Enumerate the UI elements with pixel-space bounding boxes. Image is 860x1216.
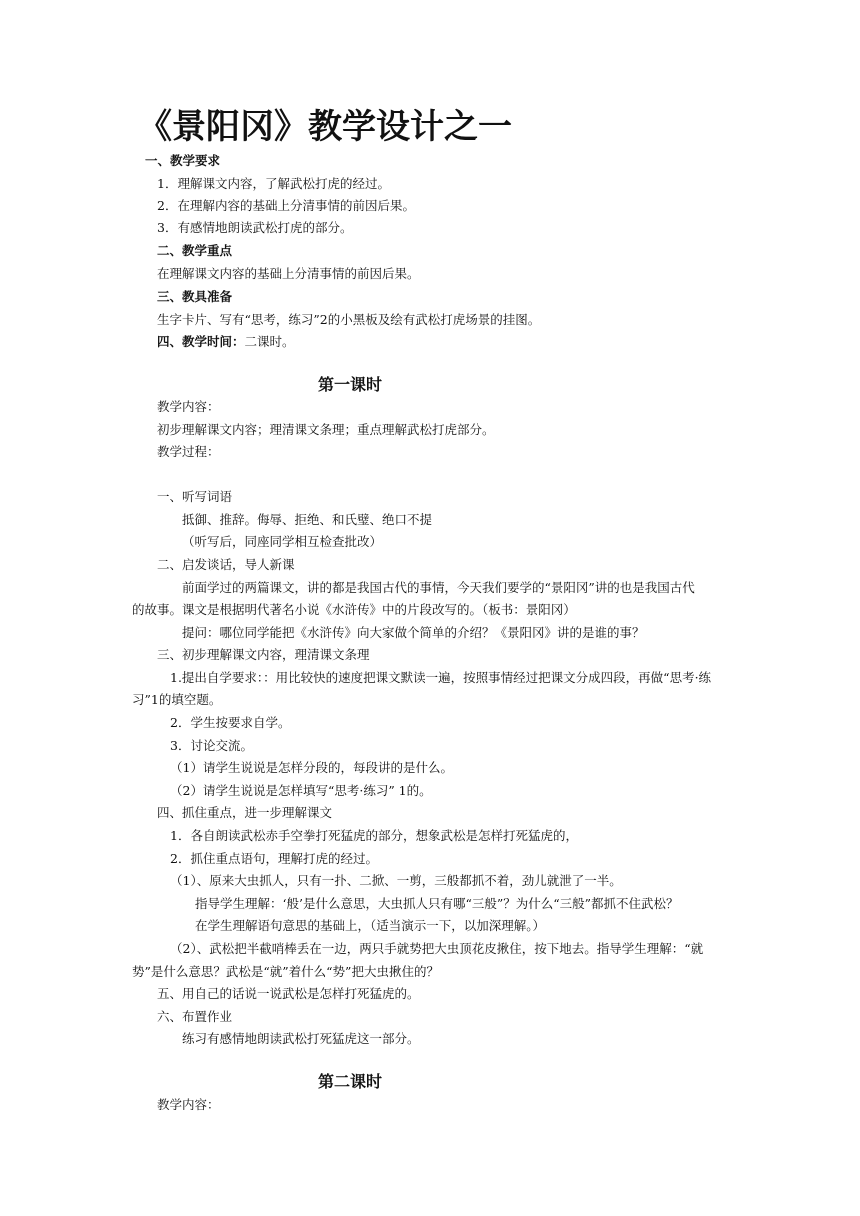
step-text: （2）请学生说说是怎样填写“思考·练习” 1的。 [170,783,432,798]
step-text: （听写后，同座同学相互检查批改） [182,534,383,549]
step-text: （1）、原来大虫抓人，只有一扑、二掀、一剪，三般都抓不着，劲儿就泄了一半。 [170,873,622,888]
step-text: 2．抓住重点语句，理解打虎的经过。 [170,851,378,866]
section-heading-tools: 三、教具准备 [157,289,233,304]
step-heading: 三、初步理解课文内容，理清课文条理 [157,647,370,662]
document-title: 《景阳冈》教学设计之一 [138,107,512,147]
requirement-item: 3．有感情地朗读武松打虎的部分。 [157,220,353,235]
lesson1-heading: 第一课时 [318,375,383,394]
step-heading: 一、听写词语 [157,489,233,504]
step-text: 3．讨论交流。 [170,738,253,753]
lesson1-content: 初步理解课文内容；理清课文条理；重点理解武松打虎部分。 [157,422,495,437]
step-text: 习”1的填空题。 [132,692,222,707]
step-heading: 五、用自己的话说一说武松是怎样打死猛虎的。 [157,986,420,1001]
step-text: 的故事。课文是根据明代著名小说《水浒传》中的片段改写的。（板书：景阳冈） [132,602,576,617]
step-heading: 六、布置作业 [157,1009,233,1024]
step-text: 1．各自朗读武松赤手空拳打死猛虎的部分，想象武松是怎样打死猛虎的， [170,828,578,843]
focus-text: 在理解课文内容的基础上分清事情的前因后果。 [157,266,420,281]
step-text: 2．学生按要求自学。 [170,715,291,730]
step-heading: 四、抓住重点，进一步理解课文 [157,805,333,820]
tools-text: 生字卡片、写有“思考，练习”2的小黑板及绘有武松打虎场景的挂图。 [157,312,541,327]
section-heading-focus: 二、教学重点 [157,243,233,258]
lesson2-heading: 第二课时 [318,1072,383,1091]
time-value: 二课时。 [244,334,295,349]
requirement-item: 1．理解课文内容，了解武松打虎的经过。 [157,176,390,191]
time-line [157,333,295,351]
lesson1-process-label: 教学过程： [157,444,220,459]
section-heading-requirements: 一、教学要求 [145,153,221,168]
step-text: （2）、武松把半截哨棒丢在一边，两只手就势把大虫顶花皮揪住，按下地去。指导学生理解：“就 [170,941,704,956]
section-heading-time: 四、教学时间： [157,334,245,349]
step-text: 1.提出自学要求：：用比较快的速度把课文默读一遍，按照事情经过把课文分成四段，再做“思考·练 [170,670,712,685]
step-text: 指导学生理解：‘般’是什么意思，大虫抓人只有哪“三般”？为什么“三般”都抓不住武松？ [195,896,679,911]
step-heading: 二、启发谈话，导人新课 [157,557,295,572]
lesson1-content-label: 教学内容： [157,399,220,414]
step-text: 抵御、推辞。侮辱、拒绝、和氏璧、绝口不提 [182,512,433,527]
lesson2-content-label: 教学内容： [157,1097,220,1112]
step-text: 势”是什么意思？武松是“就”着什么“势”把大虫揪住的？ [132,964,439,979]
step-text: （1）请学生说说是怎样分段的，每段讲的是什么。 [170,760,453,775]
step-text: 提问：哪位同学能把《水浒传》向大家做个简单的介绍？《景阳冈》讲的是谁的事？ [182,625,645,640]
step-text: 前面学过的两篇课文，讲的都是我国古代的事情，今天我们要学的“景阳冈”讲的也是我国古代 [182,580,695,595]
step-text: 练习有感情地朗读武松打死猛虎这一部分。 [182,1031,420,1046]
step-text: 在学生理解语句意思的基础上，（适当演示一下，以加深理解。） [195,918,546,933]
requirement-item: 2．在理解内容的基础上分清事情的前因后果。 [157,198,415,213]
